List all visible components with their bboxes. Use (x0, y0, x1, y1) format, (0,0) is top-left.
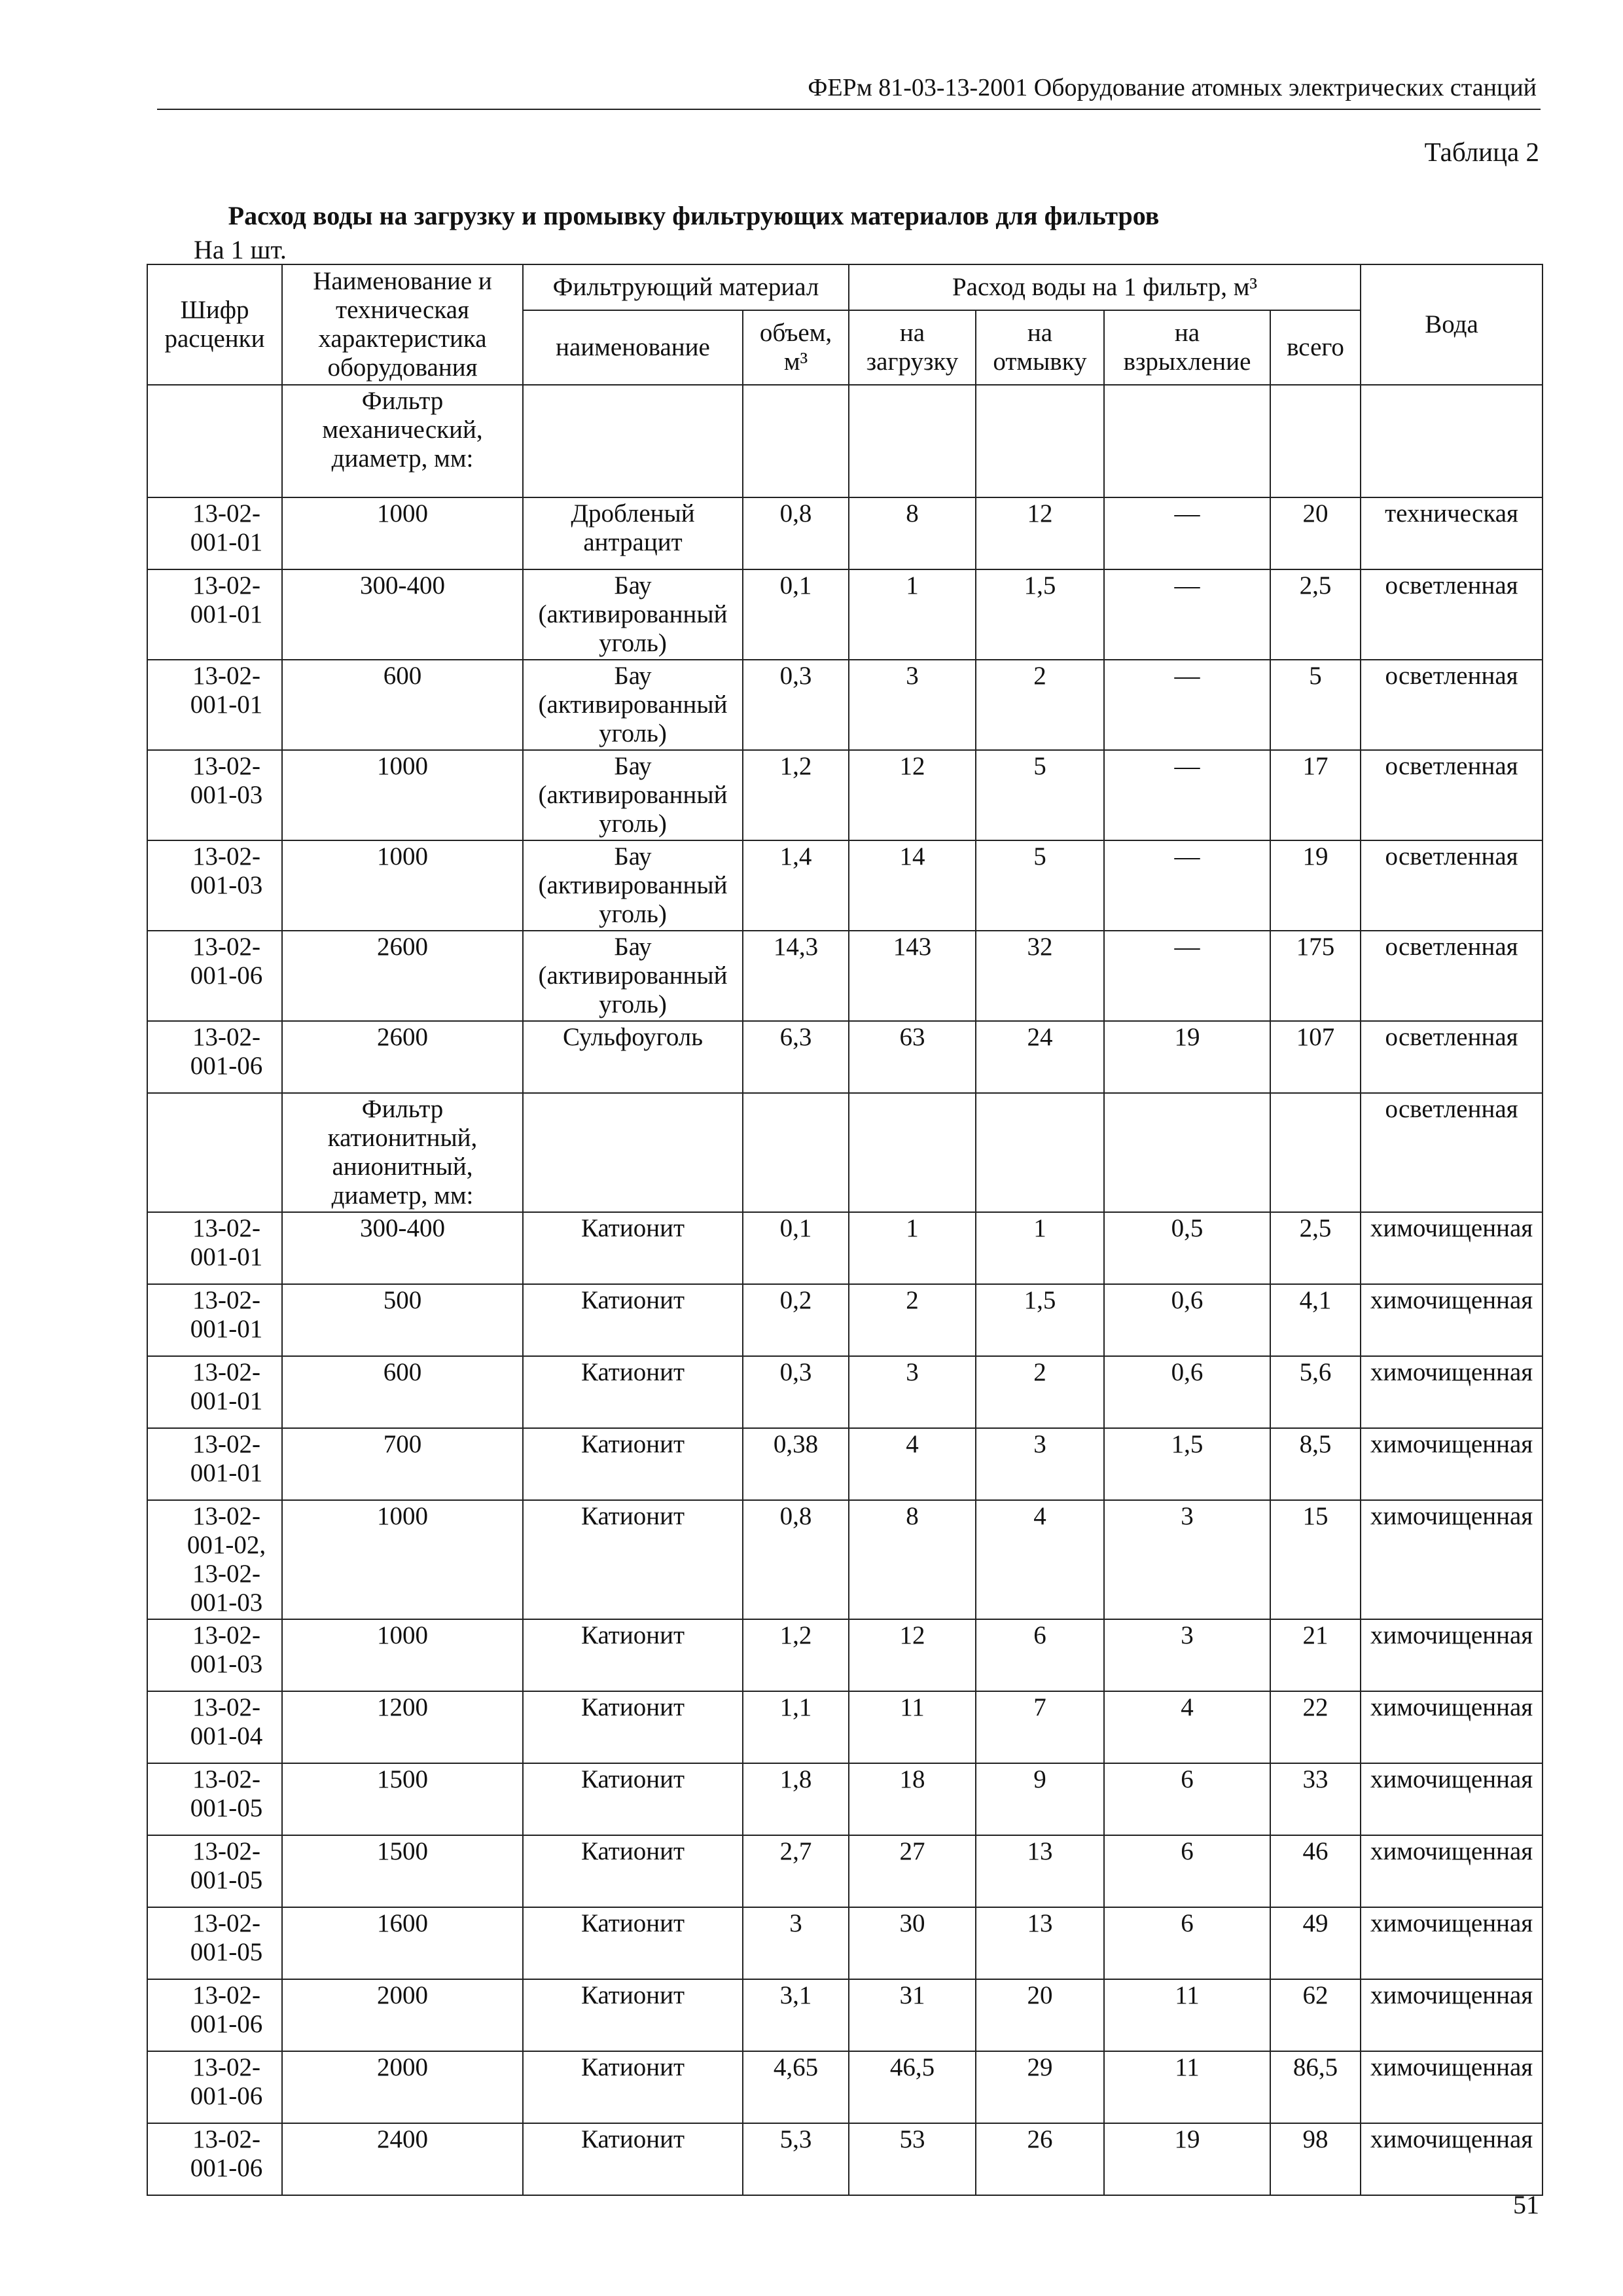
cell-loosening: 0,5 (1104, 1212, 1270, 1284)
cell-loading: 1 (849, 1212, 976, 1284)
cell-material: Катионит (523, 2123, 743, 2195)
cell-material: Бау (активированный уголь) (523, 840, 743, 931)
cell-material: Катионит (523, 1356, 743, 1428)
cell-loosening: — (1104, 840, 1270, 931)
cell-loosening: 19 (1104, 1021, 1270, 1093)
cell-loading: 4 (849, 1428, 976, 1500)
table-row (147, 497, 1543, 569)
col-header-material-name: наименование (523, 310, 743, 385)
cell-material: Катионит (523, 1835, 743, 1907)
cell-volume: 0,8 (743, 1500, 849, 1619)
cell-loosening: — (1104, 660, 1270, 750)
empty-cell (147, 1093, 282, 1212)
group-header-row (147, 1093, 1543, 1212)
cell-washing: 13 (976, 1907, 1104, 1979)
cell-loading: 8 (849, 497, 976, 569)
cell-water: химочищенная (1361, 1763, 1543, 1835)
cell-volume: 3 (743, 1907, 849, 1979)
cell-loading: 11 (849, 1691, 976, 1763)
cell-loading: 12 (849, 1619, 976, 1691)
cell-code: 13-02-001-03 (147, 750, 282, 840)
cell-diameter: 300-400 (282, 569, 523, 660)
cell-water: химочищенная (1361, 1212, 1543, 1284)
table-row (147, 1428, 1543, 1500)
cell-diameter: 1600 (282, 1907, 523, 1979)
cell-loosening: 6 (1104, 1835, 1270, 1907)
unit-note: На 1 шт. (194, 235, 287, 264)
table-row (147, 1619, 1543, 1691)
empty-cell (849, 1093, 976, 1212)
cell-loading: 1 (849, 569, 976, 660)
cell-volume: 2,7 (743, 1835, 849, 1907)
cell-washing: 7 (976, 1691, 1104, 1763)
col-header-filter-material: Фильтрующий материал (523, 264, 849, 310)
cell-total: 8,5 (1270, 1428, 1361, 1500)
cell-volume: 6,3 (743, 1021, 849, 1093)
cell-diameter: 2600 (282, 931, 523, 1021)
cell-material: Катионит (523, 1691, 743, 1763)
cell-washing: 20 (976, 1979, 1104, 2051)
cell-loading: 143 (849, 931, 976, 1021)
cell-material: Катионит (523, 1212, 743, 1284)
cell-diameter: 1200 (282, 1691, 523, 1763)
cell-diameter: 1500 (282, 1763, 523, 1835)
cell-water: химочищенная (1361, 1284, 1543, 1356)
table-row (147, 1691, 1543, 1763)
table-row (147, 931, 1543, 1021)
col-header-loosening: на взрыхление (1104, 310, 1270, 385)
cell-total: 62 (1270, 1979, 1361, 2051)
cell-loosening: — (1104, 497, 1270, 569)
table-row (147, 1907, 1543, 1979)
cell-total: 19 (1270, 840, 1361, 931)
water-consumption-table (147, 264, 1543, 2196)
cell-water: химочищенная (1361, 1907, 1543, 1979)
page-number: 51 (1513, 2190, 1539, 2219)
cell-total: 49 (1270, 1907, 1361, 1979)
cell-code: 13-02-001-06 (147, 2123, 282, 2195)
cell-total: 22 (1270, 1691, 1361, 1763)
table-row (147, 660, 1543, 750)
cell-code: 13-02-001-06 (147, 931, 282, 1021)
col-header-equipment: Наименование и техническая характеристика оборудования (282, 264, 523, 385)
cell-loading: 3 (849, 1356, 976, 1428)
cell-code: 13-02-001-01 (147, 497, 282, 569)
empty-cell (743, 385, 849, 497)
cell-washing: 5 (976, 840, 1104, 931)
cell-code: 13-02-001-06 (147, 2051, 282, 2123)
cell-material: Катионит (523, 1979, 743, 2051)
empty-cell (523, 1093, 743, 1212)
cell-loading: 12 (849, 750, 976, 840)
cell-volume: 1,2 (743, 750, 849, 840)
cell-washing: 1 (976, 1212, 1104, 1284)
cell-loading: 63 (849, 1021, 976, 1093)
cell-diameter: 700 (282, 1428, 523, 1500)
cell-water: химочищенная (1361, 2051, 1543, 2123)
cell-loading: 27 (849, 1835, 976, 1907)
cell-water: химочищенная (1361, 1619, 1543, 1691)
cell-code: 13-02-001-01 (147, 660, 282, 750)
col-header-loading: на загрузку (849, 310, 976, 385)
cell-volume: 1,8 (743, 1763, 849, 1835)
col-header-code: Шифр расценки (147, 264, 282, 385)
cell-water: химочищенная (1361, 1500, 1543, 1619)
cell-volume: 0,3 (743, 660, 849, 750)
cell-loading: 46,5 (849, 2051, 976, 2123)
cell-diameter: 1000 (282, 1619, 523, 1691)
empty-cell (976, 385, 1104, 497)
cell-loosening: 1,5 (1104, 1428, 1270, 1500)
cell-material: Бау (активированный уголь) (523, 660, 743, 750)
cell-code: 13-02-001-05 (147, 1763, 282, 1835)
cell-material: Катионит (523, 2051, 743, 2123)
cell-loosening: 11 (1104, 2051, 1270, 2123)
cell-code: 13-02-001-01 (147, 1284, 282, 1356)
col-header-water: Вода (1361, 264, 1543, 385)
cell-water: осветленная (1361, 1021, 1543, 1093)
cell-total: 175 (1270, 931, 1361, 1021)
table-row (147, 1212, 1543, 1284)
cell-loosening: 4 (1104, 1691, 1270, 1763)
cell-volume: 1,4 (743, 840, 849, 931)
cell-diameter: 2000 (282, 1979, 523, 2051)
cell-water: химочищенная (1361, 1835, 1543, 1907)
cell-material: Катионит (523, 1428, 743, 1500)
empty-cell (1104, 385, 1270, 497)
cell-material: Катионит (523, 1284, 743, 1356)
cell-diameter: 1500 (282, 1835, 523, 1907)
cell-volume: 0,8 (743, 497, 849, 569)
col-header-total: всего (1270, 310, 1361, 385)
cell-loosening: 3 (1104, 1619, 1270, 1691)
table-title: Расход воды на загрузку и промывку фильтрующих материалов для фильтров (228, 201, 1160, 230)
table-label: Таблица 2 (1424, 137, 1539, 167)
cell-washing: 4 (976, 1500, 1104, 1619)
col-header-volume: объем, м³ (743, 310, 849, 385)
cell-water: химочищенная (1361, 2123, 1543, 2195)
cell-material: Бау (активированный уголь) (523, 931, 743, 1021)
cell-loading: 53 (849, 2123, 976, 2195)
cell-washing: 9 (976, 1763, 1104, 1835)
cell-volume: 0,1 (743, 1212, 849, 1284)
cell-total: 46 (1270, 1835, 1361, 1907)
cell-loosening: 3 (1104, 1500, 1270, 1619)
table-row (147, 1356, 1543, 1428)
cell-washing: 2 (976, 660, 1104, 750)
cell-loosening: 6 (1104, 1763, 1270, 1835)
cell-total: 5 (1270, 660, 1361, 750)
cell-volume: 0,1 (743, 569, 849, 660)
cell-diameter: 500 (282, 1284, 523, 1356)
cell-loosening: 0,6 (1104, 1356, 1270, 1428)
cell-loosening: 6 (1104, 1907, 1270, 1979)
cell-material: Дробленый антрацит (523, 497, 743, 569)
group-header-row (147, 385, 1543, 497)
table-row (147, 750, 1543, 840)
cell-diameter: 600 (282, 1356, 523, 1428)
cell-diameter: 1000 (282, 497, 523, 569)
cell-washing: 13 (976, 1835, 1104, 1907)
table-row (147, 1500, 1543, 1619)
group-title: Фильтр механический, диаметр, мм: (282, 385, 523, 497)
cell-water: химочищенная (1361, 1428, 1543, 1500)
cell-code: 13-02-001-02, 13-02-001-03 (147, 1500, 282, 1619)
table-row (147, 2051, 1543, 2123)
cell-water: техническая (1361, 497, 1543, 569)
cell-washing: 1,5 (976, 569, 1104, 660)
cell-volume: 3,1 (743, 1979, 849, 2051)
cell-water: осветленная (1361, 660, 1543, 750)
cell-code: 13-02-001-03 (147, 840, 282, 931)
cell-water: осветленная (1361, 931, 1543, 1021)
cell-diameter: 300-400 (282, 1212, 523, 1284)
cell-code: 13-02-001-05 (147, 1835, 282, 1907)
cell-loading: 3 (849, 660, 976, 750)
table-row (147, 1835, 1543, 1907)
cell-total: 17 (1270, 750, 1361, 840)
cell-total: 2,5 (1270, 569, 1361, 660)
cell-water: осветленная (1361, 569, 1543, 660)
empty-cell (1270, 1093, 1361, 1212)
cell-washing: 29 (976, 2051, 1104, 2123)
cell-loosening: 11 (1104, 1979, 1270, 2051)
cell-total: 107 (1270, 1021, 1361, 1093)
header-divider (157, 109, 1541, 110)
cell-washing: 26 (976, 2123, 1104, 2195)
cell-code: 13-02-001-01 (147, 1212, 282, 1284)
cell-volume: 14,3 (743, 931, 849, 1021)
cell-volume: 4,65 (743, 2051, 849, 2123)
cell-total: 98 (1270, 2123, 1361, 2195)
cell-total: 5,6 (1270, 1356, 1361, 1428)
cell-material: Катионит (523, 1907, 743, 1979)
cell-material: Бау (активированный уголь) (523, 569, 743, 660)
col-header-washing: на отмывку (976, 310, 1104, 385)
cell-total: 2,5 (1270, 1212, 1361, 1284)
cell-diameter: 2600 (282, 1021, 523, 1093)
cell-total: 86,5 (1270, 2051, 1361, 2123)
cell-code: 13-02-001-01 (147, 1428, 282, 1500)
cell-loosening: 0,6 (1104, 1284, 1270, 1356)
empty-cell (1270, 385, 1361, 497)
cell-material: Бау (активированный уголь) (523, 750, 743, 840)
cell-volume: 0,3 (743, 1356, 849, 1428)
empty-cell (1104, 1093, 1270, 1212)
cell-water: осветленная (1361, 750, 1543, 840)
cell-water: химочищенная (1361, 1691, 1543, 1763)
cell-material: Катионит (523, 1500, 743, 1619)
cell-washing: 24 (976, 1021, 1104, 1093)
running-header: ФЕРм 81-03-13-2001 Оборудование атомных электрических станций (808, 74, 1537, 101)
cell-diameter: 1000 (282, 1500, 523, 1619)
cell-washing: 12 (976, 497, 1104, 569)
cell-diameter: 1000 (282, 750, 523, 840)
cell-total: 20 (1270, 497, 1361, 569)
cell-code: 13-02-001-06 (147, 1021, 282, 1093)
col-header-water-use: Расход воды на 1 фильтр, м³ (849, 264, 1361, 310)
table-row (147, 2123, 1543, 2195)
table-row (147, 1021, 1543, 1093)
cell-water: химочищенная (1361, 1356, 1543, 1428)
empty-cell (976, 1093, 1104, 1212)
empty-cell (147, 385, 282, 497)
cell-loading: 30 (849, 1907, 976, 1979)
cell-loading: 8 (849, 1500, 976, 1619)
cell-loading: 31 (849, 1979, 976, 2051)
table-row (147, 569, 1543, 660)
cell-code: 13-02-001-05 (147, 1907, 282, 1979)
cell-volume: 0,2 (743, 1284, 849, 1356)
cell-total: 33 (1270, 1763, 1361, 1835)
cell-water: химочищенная (1361, 1979, 1543, 2051)
cell-volume: 5,3 (743, 2123, 849, 2195)
table-row (147, 1979, 1543, 2051)
table-row (147, 1284, 1543, 1356)
table-header (147, 264, 1543, 385)
cell-loosening: 19 (1104, 2123, 1270, 2195)
empty-cell (849, 385, 976, 497)
cell-total: 15 (1270, 1500, 1361, 1619)
cell-water: осветленная (1361, 840, 1543, 931)
table-row (147, 840, 1543, 931)
cell-code: 13-02-001-01 (147, 569, 282, 660)
cell-washing: 32 (976, 931, 1104, 1021)
cell-loosening: — (1104, 931, 1270, 1021)
cell-loosening: — (1104, 569, 1270, 660)
cell-diameter: 600 (282, 660, 523, 750)
cell-loosening: — (1104, 750, 1270, 840)
cell-diameter: 1000 (282, 840, 523, 931)
cell-material: Катионит (523, 1763, 743, 1835)
cell-washing: 1,5 (976, 1284, 1104, 1356)
cell-code: 13-02-001-01 (147, 1356, 282, 1428)
cell-volume: 0,38 (743, 1428, 849, 1500)
cell-diameter: 2000 (282, 2051, 523, 2123)
cell-volume: 1,2 (743, 1619, 849, 1691)
cell-washing: 5 (976, 750, 1104, 840)
empty-cell (523, 385, 743, 497)
cell-loading: 18 (849, 1763, 976, 1835)
group-water: осветленная (1361, 1093, 1543, 1212)
table-row (147, 1763, 1543, 1835)
cell-washing: 6 (976, 1619, 1104, 1691)
cell-volume: 1,1 (743, 1691, 849, 1763)
table-body (147, 385, 1543, 2195)
group-title: Фильтр катионитный, анионитный, диаметр, мм: (282, 1093, 523, 1212)
cell-total: 4,1 (1270, 1284, 1361, 1356)
cell-loading: 2 (849, 1284, 976, 1356)
cell-code: 13-02-001-06 (147, 1979, 282, 2051)
cell-material: Сульфоуголь (523, 1021, 743, 1093)
cell-washing: 2 (976, 1356, 1104, 1428)
cell-code: 13-02-001-04 (147, 1691, 282, 1763)
cell-loading: 14 (849, 840, 976, 931)
cell-total: 21 (1270, 1619, 1361, 1691)
group-water (1361, 385, 1543, 497)
cell-code: 13-02-001-03 (147, 1619, 282, 1691)
cell-diameter: 2400 (282, 2123, 523, 2195)
cell-material: Катионит (523, 1619, 743, 1691)
cell-washing: 3 (976, 1428, 1104, 1500)
empty-cell (743, 1093, 849, 1212)
